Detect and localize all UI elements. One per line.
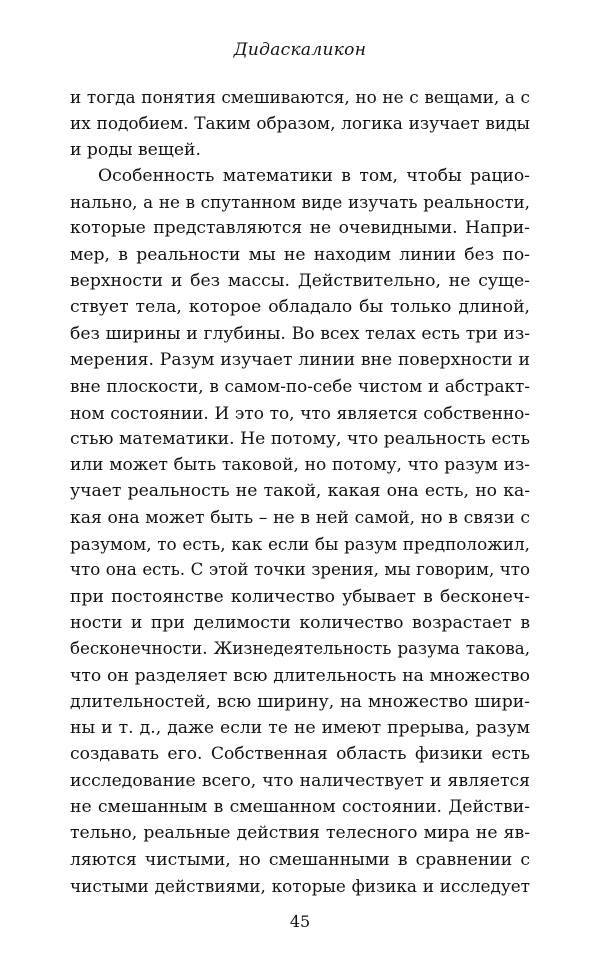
text-line: ности и при делимости количество возрастает в [70,612,530,633]
text-line: стью математики. Не потому, что реальность есть [70,428,530,449]
text-line: мерения. Разум изучает линии вне поверхности и [70,349,530,370]
text-line: исследование всего, что наличествует и является [70,770,530,791]
text-line: ствует тела, которое обладало бы только длиной, [70,297,530,318]
text-line: что он разделяет всю длительность на множество [70,665,530,686]
text-line: ном состоянии. И это то, что является собственно- [70,402,530,423]
text-line: тельно, реальные действия телесного мира не яв- [70,823,530,844]
text-line: создавать его. Собственная область физики есть [70,744,530,765]
text-line: что она есть. С этой точки зрения, мы говорим, что [70,560,530,580]
text-line: длительностей, всю ширину, на множество шири- [70,691,530,712]
text-line: кая она может быть – не в ней самой, но в связи с [70,507,530,528]
text-line: не смешанным в смешанном состоянии. Действи- [70,797,530,818]
text-line: мер, в реальности мы не находим линии без по- [70,244,530,265]
text-line: или может быть таковой, но потому, что разум из- [70,455,530,476]
text-line: ляются чистыми, но смешанными в сравнении с [70,849,530,870]
text-line: при постоянстве количество убывает в бесконеч- [70,586,530,607]
text-line: чистыми действиями, которые физика и исследует [70,875,530,896]
text-line: без ширины и глубины. Во всех телах есть три из- [70,323,530,344]
body-text [70,84,530,899]
running-title: Дидаскаликон [233,40,367,60]
text-line: Особенность математики в том, чтобы рацио- [98,165,530,186]
paragraph [70,163,530,899]
text-line: и роды вещей. [70,139,201,160]
text-line: учает реальность не такой, какая она есть, но ка- [70,481,530,502]
paragraph [70,84,530,163]
page-number: 45 [289,912,311,931]
text-line: верхности и без массы. Действительно, не суще- [70,271,530,292]
text-line: разумом, то есть, как если бы разум предположил, [70,534,530,555]
text-line: которые представляются не очевидными. Напри- [70,218,530,239]
text-line: ны и т. д., даже если те не имеют прерыва, разум [70,718,530,739]
text-line: и тогда понятия смешиваются, но не с вещами, а с [70,87,530,107]
text-line: бесконечности. Жизнедеятельность разума такова, [70,639,530,659]
text-line: вне плоскости, в самом-по-себе чистом и абстракт- [70,376,530,397]
text-line: нально, а не в спутанном виде изучать реальности, [70,192,530,213]
text-line: их подобием. Таким образом, логика изучает виды [70,113,530,134]
